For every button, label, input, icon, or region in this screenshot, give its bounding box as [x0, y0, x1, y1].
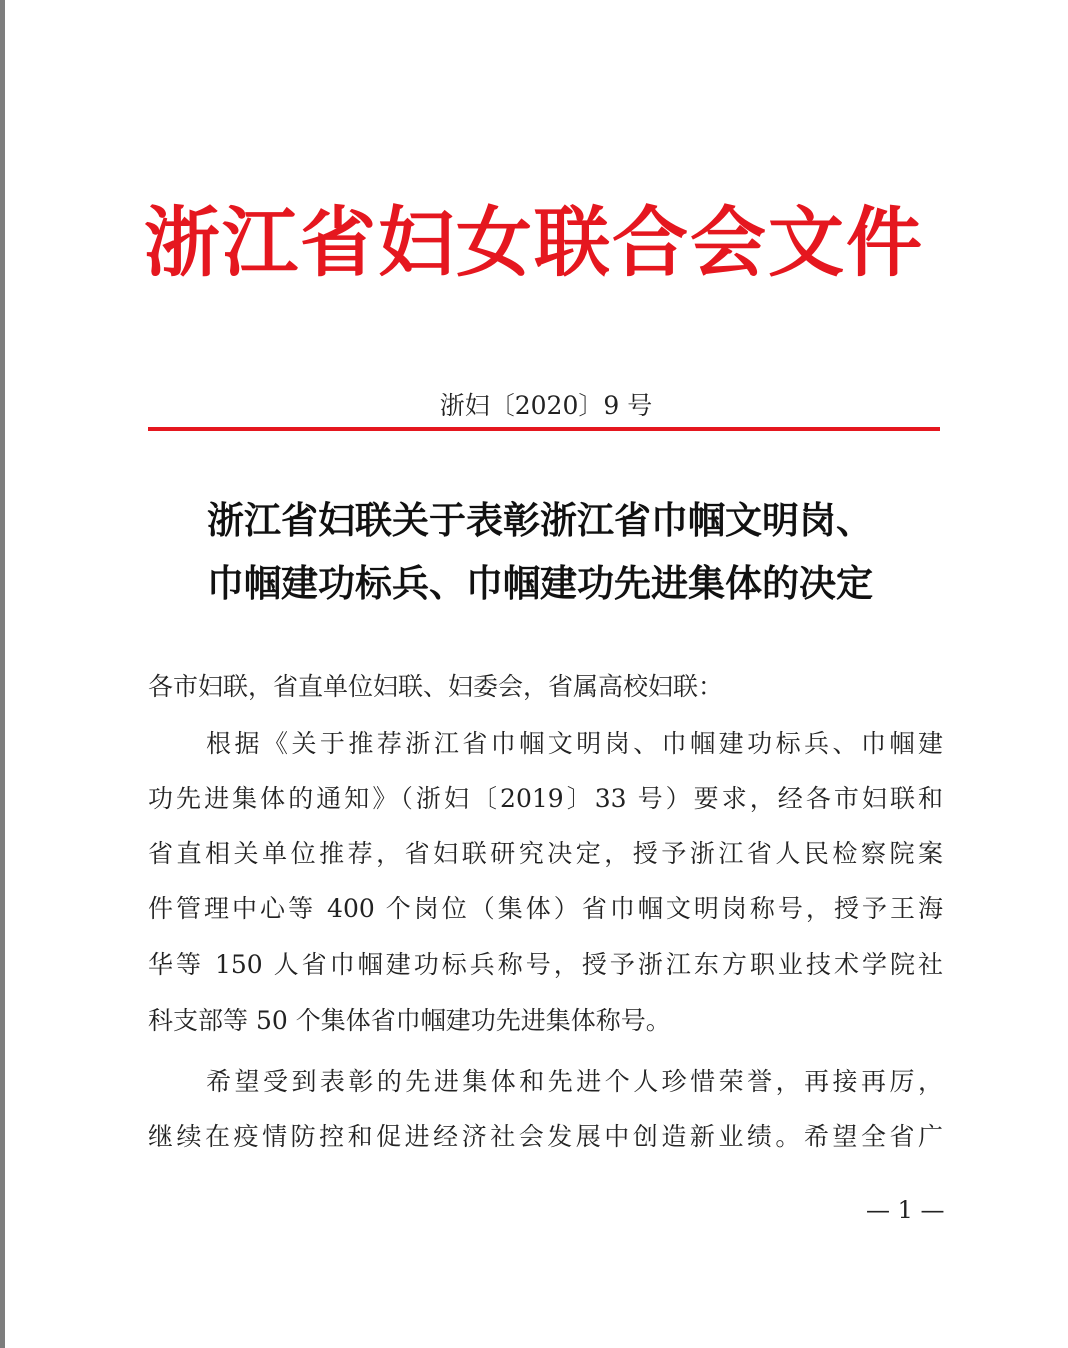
- document-title-line-2: 巾帼建功标兵、巾帼建功先进集体的决定: [207, 561, 873, 605]
- paragraph-1-line-5: 华等 150 人省巾帼建功标兵称号，授予浙江东方职业技术学院社: [148, 950, 943, 979]
- page-edge: [0, 0, 5, 1348]
- paragraph-2-line-2: 继续在疫情防控和促进经济社会发展中创造新业绩。希望全省广: [148, 1122, 943, 1151]
- paragraph-1-line-4: 件管理中心等 400 个岗位（集体）省巾帼文明岗称号，授予王海: [148, 894, 943, 923]
- red-divider-line: [148, 427, 940, 431]
- page-number: — 1 —: [866, 1196, 945, 1224]
- paragraph-1-line-3: 省直相关单位推荐，省妇联研究决定，授予浙江省人民检察院案: [148, 839, 943, 868]
- paragraph-1-line-2: 功先进集体的通知》（浙妇〔2019〕33 号）要求，经各市妇联和: [148, 784, 943, 813]
- document-number: 浙妇〔2020〕9 号: [439, 391, 653, 420]
- paragraph-1-line-6: 科支部等 50 个集体省巾帼建功先进集体称号。: [148, 1006, 671, 1035]
- issuer-title: 浙江省妇女联合会文件: [144, 198, 924, 287]
- salutation: 各市妇联，省直单位妇联、妇委会，省属高校妇联：: [148, 672, 724, 701]
- paragraph-2-line-1: 希望受到表彰的先进集体和先进个人珍惜荣誉，再接再厉，: [206, 1067, 943, 1096]
- paragraph-1-line-1: 根据《关于推荐浙江省巾帼文明岗、巾帼建功标兵、巾帼建: [206, 729, 943, 758]
- document-title-line-1: 浙江省妇联关于表彰浙江省巾帼文明岗、: [207, 498, 873, 542]
